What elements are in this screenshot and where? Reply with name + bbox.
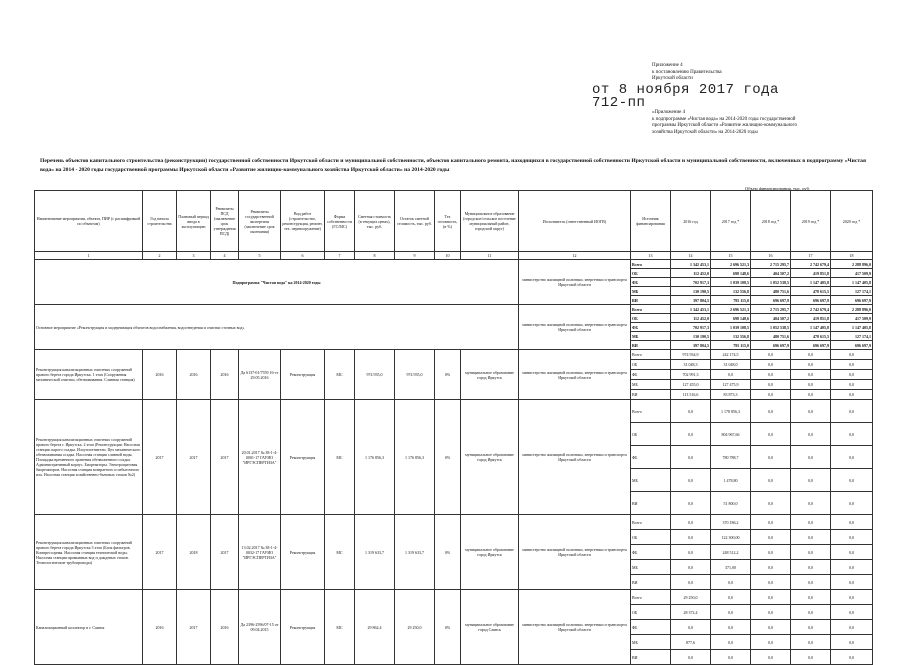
column-header: Наименование мероприятия, объекта, ПИР (с расшифровкой по объектам) <box>35 191 143 252</box>
column-header: Остаток сметной стоимость, тыс. руб. <box>395 191 435 252</box>
objects-table <box>34 190 873 665</box>
fin-value: 0,0 <box>751 650 791 665</box>
fin-value: 248 512,2 <box>711 545 751 560</box>
fin-value: 0,0 <box>671 545 711 560</box>
fin-value: 0,0 <box>791 360 831 370</box>
table-row <box>35 515 873 530</box>
fin-source: ОБ <box>631 530 671 545</box>
column-header: Форма собственности (ГС/МС) <box>325 191 355 252</box>
fin-value: 0,0 <box>791 492 831 515</box>
object-name: Реконструкция канализационных очистных сооружений правого берега города Иркутска. 1 этап (Сооружения механической очистки, обезвоживания. Сливная станция) <box>35 350 143 400</box>
column-header: Год начала строительства <box>143 191 177 252</box>
fin-source: ОБ <box>631 360 671 370</box>
fin-value: 0,0 <box>791 560 831 575</box>
fin-value: 0,0 <box>671 575 711 590</box>
column-number: 3 <box>177 252 211 260</box>
ownership-form: МС <box>325 515 355 590</box>
fin-value: 0,0 <box>711 605 751 620</box>
column-number: 16 <box>751 252 791 260</box>
document-title: Перечень объектов капитального строительства (реконструкции) государственной собственности Иркутской области и муниципальной собственности, объектов капитального ремонта, находящихся в государственной собственности Иркутской области и муниципальной собственности, включенных в подпрограмму «Чистая вода» на 2014 - 2020 годы государственной программы Иркутской области «Развитие жилищно-коммунального хозяйства Иркутской области» на 2014-2020 годы <box>40 158 866 173</box>
commission-year: 2016 <box>177 350 211 400</box>
column-number: 7 <box>325 252 355 260</box>
fin-value: 0,0 <box>831 575 873 590</box>
fin-value: 0,0 <box>831 590 873 605</box>
column-number: 2 <box>143 252 177 260</box>
fin-value: 0,0 <box>711 575 751 590</box>
remaining-cost: 974 935,0 <box>395 350 435 400</box>
date-stamp <box>592 84 779 110</box>
column-number: 11 <box>461 252 519 260</box>
fin-value: 127 174,1 <box>831 332 873 341</box>
fin-value: 795 115,0 <box>711 296 751 305</box>
executor-cell: министерство жилищной политики, энергетики и транспорта Иркутской области <box>519 400 631 515</box>
column-number: 13 <box>631 252 671 260</box>
column-number: 14 <box>671 252 711 260</box>
fin-value: 0,0 <box>831 390 873 400</box>
fin-value: 1 342 453,1 <box>671 305 711 314</box>
fin-value: 0,0 <box>751 446 791 469</box>
fin-value: 2 742 679,4 <box>791 305 831 314</box>
column-header: Вид работ (строительство, реконструкция, ремонт, тех. перевооружение) <box>281 191 325 252</box>
fin-value: 0,0 <box>751 370 791 380</box>
fin-value: 0,0 <box>671 560 711 575</box>
readiness: 0% <box>435 350 461 400</box>
start-year: 2017 <box>143 400 177 515</box>
fin-value: 417 509,9 <box>831 314 873 323</box>
fin-value: 478 615,5 <box>791 332 831 341</box>
fin-value: 130 190,5 <box>671 332 711 341</box>
fin-source: ОБ <box>631 423 671 446</box>
fin-value: 0,0 <box>791 545 831 560</box>
fin-value: 28 372,4 <box>671 605 711 620</box>
start-year: 2016 <box>143 350 177 400</box>
fin-source: ОБ <box>631 605 671 620</box>
fin-value: 0,0 <box>751 423 791 446</box>
column-number: 1 <box>35 252 143 260</box>
fin-value: 122 300,00 <box>711 530 751 545</box>
fin-value: 397 804,5 <box>671 296 711 305</box>
fin-value: 0,0 <box>791 575 831 590</box>
fin-value: 83 873,3 <box>711 390 751 400</box>
fin-value: 0,0 <box>831 492 873 515</box>
fin-value: 0,0 <box>751 400 791 423</box>
expertise-details: 13.02.2017 № 38-1-4-0032-17 ГАУИО "ИРГЭСПЕРТИЗА" <box>239 515 281 590</box>
work-type: Реконструкция <box>281 515 325 590</box>
fin-value: 1 178 856,3 <box>711 400 751 423</box>
stamp-date: от 8 ноября 2017 года <box>592 82 779 98</box>
fin-value: 371,00 <box>711 560 751 575</box>
fin-value: 480 751,6 <box>751 287 791 296</box>
unit-label: Объем финансирования, тыс. руб. <box>745 186 810 191</box>
fin-value: 130 190,5 <box>671 287 711 296</box>
fin-value: 2 742 679,4 <box>791 260 831 269</box>
fin-value: 804 967,66 <box>711 423 751 446</box>
fin-value: 0,0 <box>831 423 873 446</box>
fin-value: 0,0 <box>751 515 791 530</box>
fin-value: 0,0 <box>831 400 873 423</box>
table-row <box>35 305 873 314</box>
fin-value: 698 148,6 <box>711 269 751 278</box>
subprogram-label: Подпрограмма "Чистая вода" на 2014-2020 годы <box>35 260 519 305</box>
object-name: Реконструкция канализационных очистных сооружений правого берега города Иркутска 3 этап (Блок фильтров. Компрессорная. Насосная станция технической воды. Насосная станция промывных вод и дождевых стоков. Технологические трубопроводы) <box>35 515 143 590</box>
fin-value: 0,0 <box>831 370 873 380</box>
appendix-line: Приложение 4 <box>652 63 683 68</box>
municipality: муниципальное образование город Иркутск <box>461 400 519 515</box>
fin-value: 0,0 <box>671 515 711 530</box>
fin-value: 0,0 <box>671 446 711 469</box>
fin-value: 877,6 <box>671 635 711 650</box>
fin-value: 0,0 <box>791 590 831 605</box>
fin-value: 404 507,2 <box>751 314 791 323</box>
object-name: Канализационный коллектор в г. Саянск <box>35 590 143 665</box>
fin-value: 0,0 <box>831 620 873 635</box>
table-row <box>35 260 873 269</box>
appendix-line: Иркутской области <box>652 76 693 81</box>
fin-value: 0,0 <box>831 446 873 469</box>
executor-cell: министерство жилищной политики, энергетики и транспорта Иркутской области <box>519 350 631 400</box>
ownership-form: МС <box>325 400 355 515</box>
fin-value: 480 751,6 <box>751 332 791 341</box>
fin-value: 0,0 <box>711 650 751 665</box>
stamp-number: 712-пп <box>592 95 646 111</box>
remaining-cost: 29 250,0 <box>395 590 435 665</box>
column-header: Исполнитель (ответственный ИОГВ) <box>519 191 631 252</box>
work-type: Реконструкция <box>281 350 325 400</box>
psd-details: 2016 <box>211 590 239 665</box>
estimate-cost: 1 319 633,7 <box>355 515 395 590</box>
fin-source: ФБ <box>631 278 671 287</box>
fin-value: 0,0 <box>791 380 831 390</box>
fin-value: 0,0 <box>831 515 873 530</box>
fin-source: ВИ <box>631 341 671 350</box>
fin-value: 2 715 295,7 <box>751 260 791 269</box>
fin-source: МБ <box>631 380 671 390</box>
column-header: Тех готовность, (в %) <box>435 191 461 252</box>
commission-year: 2017 <box>177 590 211 665</box>
fin-value: 1 147 405,8 <box>831 323 873 332</box>
fin-value: 0,0 <box>671 530 711 545</box>
fin-value: 0,0 <box>831 635 873 650</box>
fin-value: 0,0 <box>831 360 873 370</box>
column-number-row <box>35 252 873 260</box>
fin-value: 0,0 <box>791 400 831 423</box>
appendix-line: программы Иркутской области «Развитие жилищно-коммунального <box>652 123 797 128</box>
municipality: муниципальное образование город Иркутск <box>461 515 519 590</box>
fin-value: 0,0 <box>831 605 873 620</box>
object-name: Реконструкция канализационных очистных сооружений правого берега г. Иркутска. 2 этап (Реконструкция: Насосная станция сырого осадка. Илоуплотнители. Цех механического обезвоживания осадка. Насосная станция сливной воды. Площадка временного хранения обезвоженного осадка. Административный корпус. Биореакторы. Электрощитовая биореакторов. Насосная станция возвратного и избыточного ила. Насосная станция хозяйственно-бытовых стоков №2) <box>35 400 143 515</box>
fin-value: 696 697,9 <box>831 296 873 305</box>
fin-value: 795 115,0 <box>711 341 751 350</box>
fin-value: 0,0 <box>831 560 873 575</box>
fin-value: 0,0 <box>831 545 873 560</box>
fin-value: 0,0 <box>751 545 791 560</box>
fin-source: МБ <box>631 332 671 341</box>
fin-value: 0,0 <box>791 370 831 380</box>
fin-value: 0,0 <box>751 620 791 635</box>
commission-year: 2018 <box>177 515 211 590</box>
column-number: 15 <box>711 252 751 260</box>
estimate-cost: 974 935,0 <box>355 350 395 400</box>
work-type: Реконструкция <box>281 590 325 665</box>
fin-value: 112 452,0 <box>671 269 711 278</box>
fin-value: 696 697,9 <box>751 341 791 350</box>
fin-value: 2 696 521,3 <box>711 260 751 269</box>
fin-value: 127 174,1 <box>831 287 873 296</box>
fin-value: 113 516,6 <box>671 390 711 400</box>
fin-value: 112 452,0 <box>671 314 711 323</box>
fin-value: 0,0 <box>751 575 791 590</box>
fin-source: ВИ <box>631 296 671 305</box>
fin-value: 1 039 108,5 <box>711 278 751 287</box>
fin-value: 2 696 521,3 <box>711 305 751 314</box>
psd-details: 2017 <box>211 515 239 590</box>
fin-value: 132 556,8 <box>711 332 751 341</box>
appendix-line: «Приложение 4 <box>652 110 686 115</box>
column-header: Плановый период ввода в эксплуатацию <box>177 191 211 252</box>
table-row <box>35 590 873 605</box>
fin-value: 0,0 <box>711 620 751 635</box>
ownership-form: МС <box>325 350 355 400</box>
fin-value: 696 697,9 <box>791 341 831 350</box>
fin-source: Всего <box>631 305 671 314</box>
fin-value: 31 048,3 <box>671 360 711 370</box>
fin-value: 0,0 <box>791 423 831 446</box>
fin-value: 0,0 <box>791 515 831 530</box>
fin-value: 696 697,9 <box>751 296 791 305</box>
readiness: 0% <box>435 515 461 590</box>
fin-value: 0,0 <box>711 590 751 605</box>
fin-value: 0,0 <box>791 350 831 360</box>
work-type: Реконструкция <box>281 400 325 515</box>
fin-source: МБ <box>631 287 671 296</box>
start-year: 2017 <box>143 515 177 590</box>
fin-value: 698 148,6 <box>711 314 751 323</box>
column-header: 2018 год * <box>751 191 791 252</box>
fin-value: 132 556,8 <box>711 287 751 296</box>
fin-value: 31 048,0 <box>711 360 751 370</box>
appendix-sub <box>652 110 797 136</box>
fin-source: ОБ <box>631 269 671 278</box>
fin-value: 127 455,0 <box>671 380 711 390</box>
estimate-cost: 1 176 856,3 <box>355 400 395 515</box>
column-header: 2020 год * <box>831 191 873 252</box>
fin-value: 0,0 <box>751 360 791 370</box>
fin-value: 417 509,9 <box>831 269 873 278</box>
fin-value: 2 288 896,0 <box>831 305 873 314</box>
executor-cell: министерство жилищной политики, энергетики и транспорта Иркутской области <box>519 590 631 665</box>
fin-value: 0,0 <box>671 400 711 423</box>
column-header: Источник финансирования <box>631 191 671 252</box>
readiness: 0% <box>435 590 461 665</box>
fin-value: 370 186,2 <box>711 515 751 530</box>
table-row <box>35 400 873 423</box>
municipality: муниципальное образование город Саянск <box>461 590 519 665</box>
fin-value: 0,0 <box>791 650 831 665</box>
fin-value: 2 715 295,7 <box>751 305 791 314</box>
fin-source: МБ <box>631 560 671 575</box>
fin-value: 0,0 <box>791 605 831 620</box>
fin-value: 419 851,8 <box>791 269 831 278</box>
fin-value: 696 697,9 <box>831 341 873 350</box>
expertise-details: Да 2396-2596/07-15 от 09.04.2015 <box>239 590 281 665</box>
fin-value: 2 288 896,0 <box>831 260 873 269</box>
fin-value: 51 800,0 <box>711 492 751 515</box>
fin-source: МБ <box>631 635 671 650</box>
fin-value: 0,0 <box>751 590 791 605</box>
psd-details: 2017 <box>211 400 239 515</box>
fin-value: 29 250,0 <box>671 590 711 605</box>
column-header: 2017 год * <box>711 191 751 252</box>
fin-source: ВИ <box>631 390 671 400</box>
fin-source: Всего <box>631 260 671 269</box>
fin-value: 1 147 405,8 <box>791 323 831 332</box>
column-number: 18 <box>831 252 873 260</box>
fin-value: 0,0 <box>751 380 791 390</box>
fin-value: 0,0 <box>791 390 831 400</box>
fin-value: 974 934,9 <box>671 350 711 360</box>
fin-source: Всего <box>631 515 671 530</box>
fin-value: 478 615,5 <box>791 287 831 296</box>
fin-value: 0,0 <box>751 469 791 492</box>
column-number: 6 <box>281 252 325 260</box>
ownership-form: МС <box>325 590 355 665</box>
fin-value: 0,0 <box>751 492 791 515</box>
fin-value: 702 917,3 <box>671 323 711 332</box>
header-row <box>35 191 873 252</box>
fin-value: 0,0 <box>751 390 791 400</box>
fin-value: 0,0 <box>751 530 791 545</box>
expertise-details: 20.01.2017 № 38-1-4-0001-17 ГАУИО "ИРГЭСПЕРТИЗА" <box>239 400 281 515</box>
fin-value: 0,0 <box>831 469 873 492</box>
fin-value: 0,0 <box>751 605 791 620</box>
fin-value: 242 174,5 <box>711 350 751 360</box>
fin-value: 0,0 <box>791 635 831 650</box>
column-number: 17 <box>791 252 831 260</box>
fin-source: ФБ <box>631 370 671 380</box>
fin-source: МБ <box>631 469 671 492</box>
fin-value: 397 804,5 <box>671 341 711 350</box>
fin-value: 0,0 <box>831 530 873 545</box>
fin-source: ФБ <box>631 446 671 469</box>
executor-cell: министерство жилищной политики, энергетики и транспорта Иркутской области <box>519 260 631 305</box>
fin-value: 404 507,2 <box>751 269 791 278</box>
commission-year: 2017 <box>177 400 211 515</box>
fin-value: 0,0 <box>711 635 751 650</box>
column-number: 9 <box>395 252 435 260</box>
fin-source: Всего <box>631 590 671 605</box>
fin-source: ФБ <box>631 323 671 332</box>
column-number: 10 <box>435 252 461 260</box>
fin-value: 702 991,3 <box>671 370 711 380</box>
fin-value: 1 342 453,1 <box>671 260 711 269</box>
fin-value: 0,0 <box>671 620 711 635</box>
appendix-line: к постановлению Правительства <box>652 69 722 75</box>
column-number: 5 <box>239 252 281 260</box>
fin-value: 0,0 <box>751 560 791 575</box>
remaining-cost: 1 176 856,3 <box>395 400 435 515</box>
remaining-cost: 1 319 633,7 <box>395 515 435 590</box>
column-number: 12 <box>519 252 631 260</box>
fin-value: 1 052 538,5 <box>751 323 791 332</box>
fin-value: 780 788,7 <box>711 446 751 469</box>
fin-value: 1 478,80 <box>711 469 751 492</box>
readiness: 0% <box>435 400 461 515</box>
fin-value: 419 851,8 <box>791 314 831 323</box>
fin-source: ФБ <box>631 620 671 635</box>
psd-details: 2016 <box>211 350 239 400</box>
fin-value: 0,0 <box>831 380 873 390</box>
municipality: муниципальное образование город Иркутск <box>461 350 519 400</box>
fin-value: 0,0 <box>671 650 711 665</box>
fin-source: ВИ <box>631 575 671 590</box>
fin-value: 0,0 <box>751 635 791 650</box>
table-row <box>35 350 873 360</box>
appendix-line: хозяйства Иркутской области» на 2014-2020 годы <box>652 129 758 135</box>
appendix-line: к подпрограмме «Чистая вода» на 2014-2020 годы государственной <box>652 116 796 122</box>
fin-source: ВИ <box>631 492 671 515</box>
executor-cell: министерство жилищной политики, энергетики и транспорта Иркутской области <box>519 515 631 590</box>
fin-value: 0,0 <box>831 650 873 665</box>
fin-value: 0,0 <box>671 423 711 446</box>
start-year: 2016 <box>143 590 177 665</box>
expertise-details: Да 6137-01/7559 16-ст 29.05.2016 <box>239 350 281 400</box>
fin-value: 0,0 <box>791 620 831 635</box>
fin-source: ОБ <box>631 314 671 323</box>
fin-value: 0,0 <box>751 350 791 360</box>
main-event-label: Основное мероприятие «Реконструкция и модернизация объектов водоснабжения, водоотведения и очистки сточных вод» <box>35 305 519 350</box>
fin-source: Всего <box>631 400 671 423</box>
fin-value: 1 147 405,8 <box>831 278 873 287</box>
fin-value: 0,0 <box>671 469 711 492</box>
column-number: 8 <box>355 252 395 260</box>
fin-value: 127 475,9 <box>711 380 751 390</box>
fin-source: ВИ <box>631 650 671 665</box>
fin-source: Всего <box>631 350 671 360</box>
fin-source: ФБ <box>631 545 671 560</box>
fin-value: 0,0 <box>791 469 831 492</box>
column-header: 2019 год * <box>791 191 831 252</box>
estimate-cost: 29 862,4 <box>355 590 395 665</box>
fin-value: 0,0 <box>671 492 711 515</box>
column-header: Муниципальное образование (городское/сельское поселение муниципальный район, городской округ) <box>461 191 519 252</box>
fin-value: 0,0 <box>831 350 873 360</box>
column-header: Реквизиты ПСД (заключение срок утверждения ПСД) <box>211 191 239 252</box>
executor-cell: министерство жилищной политики, энергетики и транспорта Иркутской области <box>519 305 631 350</box>
column-header: 2016 год <box>671 191 711 252</box>
appendix-top <box>652 63 722 83</box>
fin-value: 1 147 405,8 <box>791 278 831 287</box>
column-number: 4 <box>211 252 239 260</box>
fin-value: 0,0 <box>791 446 831 469</box>
column-header: Реквизиты государственной экспертизы (заключение срок окончания) <box>239 191 281 252</box>
column-header: Сметная стоимость (в текущих ценах), тыс. руб. <box>355 191 395 252</box>
fin-value: 1 052 538,5 <box>751 278 791 287</box>
fin-value: 0,0 <box>711 370 751 380</box>
fin-value: 702 917,3 <box>671 278 711 287</box>
fin-value: 0,0 <box>791 530 831 545</box>
fin-value: 1 039 108,5 <box>711 323 751 332</box>
fin-value: 696 697,9 <box>791 296 831 305</box>
